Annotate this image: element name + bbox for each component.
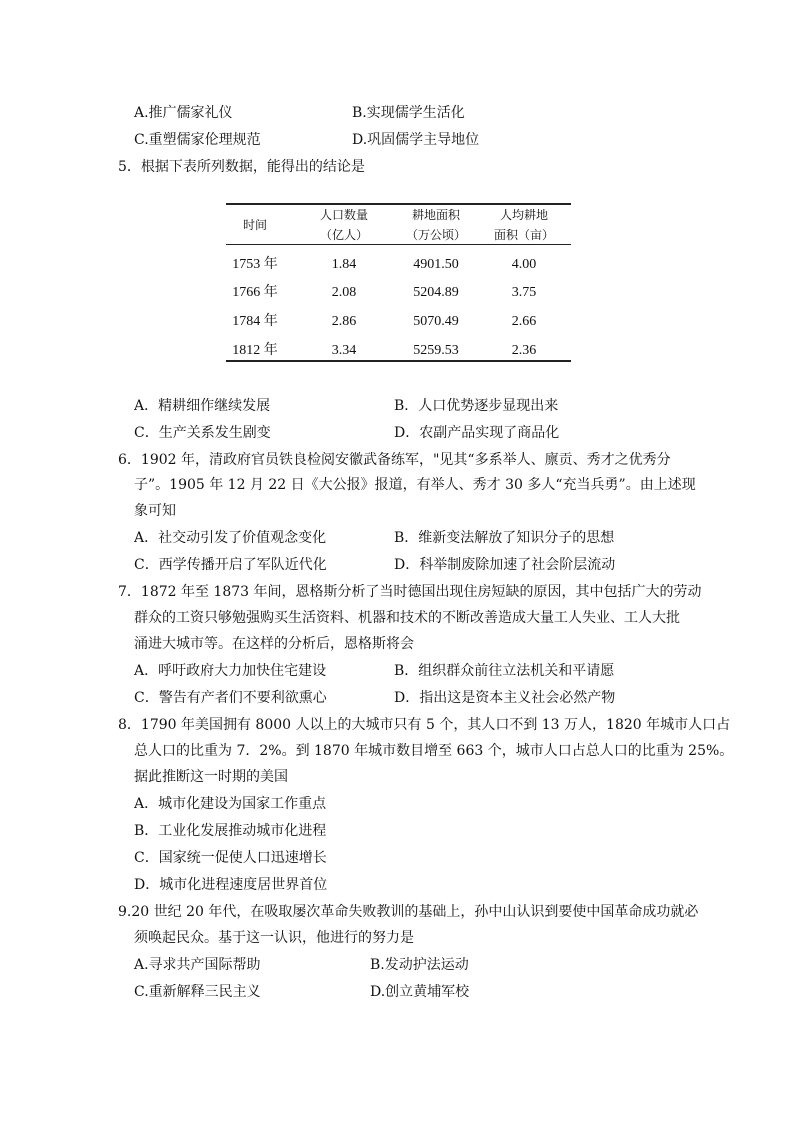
q6-stem-line-1: 6．1902 年，清政府官员铁良检阅安徽武备练军，"见其“多系举人、廪贡、秀才之优秀分 [118, 452, 671, 468]
q7-stem-line-1: 7．1872 年至 1873 年间，恩格斯分析了当时德国出现住房短缺的原因，其中包括广大的劳动 [118, 584, 702, 600]
q4-option-b: B.实现儒学生活化 [352, 105, 465, 121]
q5-option-c: C．生产关系发生剧变 [134, 425, 271, 441]
table-cell: 1.84 [331, 257, 357, 272]
q5-stem: 5．根据下表所列数据，能得出的结论是 [118, 159, 365, 175]
table-cell: 2.86 [331, 314, 357, 329]
table-header-rule [226, 244, 571, 245]
q7-stem-line-2: 群众的工资只够勉强购买生活资料、机器和技术的不断改善造成大量工人失业、工人大批 [134, 610, 680, 626]
table-header-population-unit: （亿人） [319, 228, 368, 242]
q6-option-a: A．社交动引发了价值观念变化 [134, 530, 327, 546]
q6-option-b: B．维新变法解放了知识分子的思想 [394, 530, 615, 546]
q9-option-d: D.创立黄埔军校 [370, 984, 470, 1000]
q4-option-d: D.巩固儒学主导地位 [352, 132, 480, 148]
q6-stem-line-2: 子”。1905 年 12 月 22 日《大公报》报道，有举人、秀才 30 多人“充当兵勇”。由上述现 [134, 477, 696, 493]
table-header-per-capita-unit: 面积（亩） [493, 228, 554, 242]
table-cell: 4.00 [511, 257, 537, 272]
q4-option-a: A.推广儒家礼仪 [134, 105, 233, 121]
q9-stem-line-2: 须唤起民众。基于这一认识，他进行的努力是 [134, 930, 414, 946]
q8-stem-line-1: 8．1790 年美国拥有 8000 人以上的大城市只有 5 个，其人口不到 13 万人，1820 年城市人口占 [118, 717, 731, 733]
table-header-farmland-unit: （万公顷） [405, 228, 466, 242]
table-header-farmland: 耕地面积 [411, 208, 460, 222]
table-header-population: 人口数量 [319, 208, 368, 222]
table-cell: 5204.89 [413, 285, 459, 300]
table-cell: 2.36 [511, 343, 537, 358]
table-cell: 1812 年 [232, 343, 278, 358]
table-cell: 5259.53 [413, 343, 459, 358]
q7-option-a: A．呼吁政府大力加快住宅建设 [134, 663, 327, 679]
q9-option-b: B.发动护法运动 [370, 957, 469, 973]
q8-option-c: C．国家统一促使人口迅速增长 [134, 850, 327, 866]
q4-option-c: C.重塑儒家伦理规范 [134, 132, 261, 148]
table-cell: 2.08 [331, 285, 357, 300]
table-cell: 3.75 [511, 285, 537, 300]
q8-option-a: A．城市化建设为国家工作重点 [134, 796, 327, 812]
table-bottom-rule [226, 360, 571, 362]
q6-option-c: C．西学传播开启了军队近代化 [134, 557, 327, 573]
q5-option-a: A．精耕细作继续发展 [134, 398, 271, 414]
q8-stem-line-2: 总人口的比重为 7．2%。到 1870 年城市数目增至 663 个，城市人口占总人口的比重为 25%。 [134, 743, 734, 759]
table-top-rule [226, 203, 571, 205]
table-cell: 1784 年 [232, 314, 278, 329]
table-cell: 2.66 [511, 314, 537, 329]
q9-option-c: C.重新解释三民主义 [134, 984, 261, 1000]
q6-option-d: D．科举制废除加速了社会阶层流动 [394, 557, 616, 573]
q7-option-d: D．指出这是资本主义社会必然产物 [394, 690, 616, 706]
q5-option-d: D．农副产品实现了商品化 [394, 425, 560, 441]
q7-stem-line-3: 涌进大城市等。在这样的分析后，恩格斯将会 [134, 636, 414, 652]
table-cell: 1766 年 [232, 285, 278, 300]
table-header-per-capita: 人均耕地 [499, 208, 548, 222]
q7-option-b: B．组织群众前往立法机关和平请愿 [394, 663, 615, 679]
q9-stem-line-1: 9.20 世纪 20 年代，在吸取屡次革命失败教训的基础上，孙中山认识到要使中国革命成功就必 [118, 904, 699, 920]
q5-option-b: B．人口优势逐步显现出来 [394, 398, 559, 414]
table-header-time: 时间 [242, 218, 267, 232]
table-cell: 4901.50 [413, 257, 459, 272]
table-cell: 3.34 [331, 343, 357, 358]
table-cell: 5070.49 [413, 314, 459, 329]
q8-stem-line-3: 据此推断这一时期的美国 [134, 769, 288, 785]
q9-option-a: A.寻求共产国际帮助 [134, 957, 261, 973]
table-cell: 1753 年 [232, 257, 278, 272]
q7-option-c: C．警告有产者们不要利欲熏心 [134, 690, 327, 706]
q8-option-b: B．工业化发展推动城市化进程 [134, 823, 327, 839]
q6-stem-line-3: 象可知 [134, 503, 176, 519]
q8-option-d: D．城市化进程速度居世界首位 [134, 877, 328, 893]
